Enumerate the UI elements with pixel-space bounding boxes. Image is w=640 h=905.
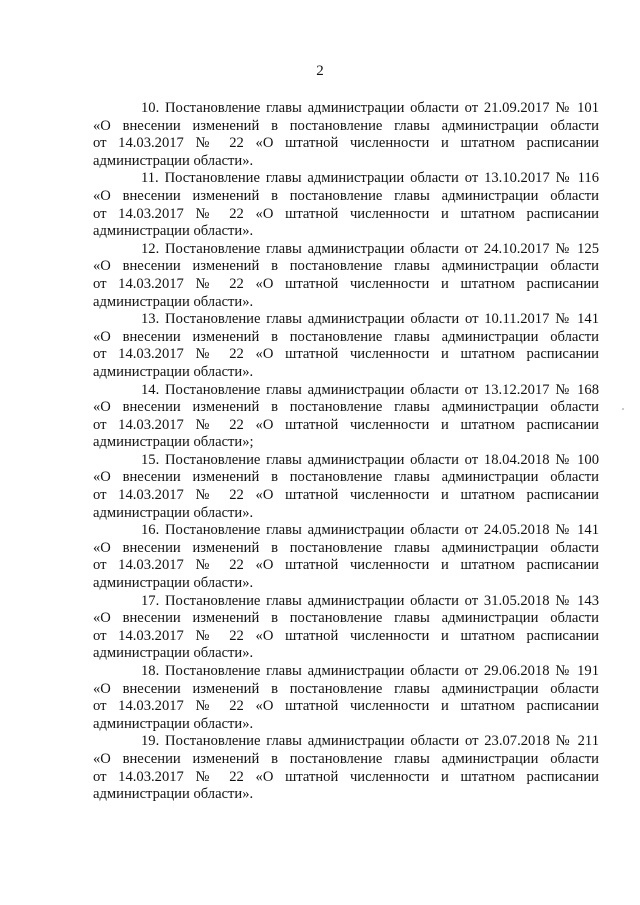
document-body [93,100,599,804]
item-line: администрации области». [93,715,254,732]
item-line: от 14.03.2017 № 22 «О штатной численности и штатном расписании [93,487,599,504]
item-line: 19. Постановление главы администрации области от 23.07.2018 № 211 [141,733,599,750]
item-line: от 14.03.2017 № 22 «О штатной численности и штатном расписании [93,768,599,785]
item-line: администрации области». [93,293,254,310]
item-line: от 14.03.2017 № 22 «О штатной численности и штатном расписании [93,698,599,715]
item-line: от 14.03.2017 № 22 «О штатной численности и штатном расписании [93,416,599,433]
item-line: 12. Постановление главы администрации области от 24.10.2017 № 125 [141,240,599,257]
item-line: администрации области»; [93,434,254,451]
item-line: «О внесении изменений в постановление главы администрации области [93,328,599,345]
item-line: 11. Постановление главы администрации области от 13.10.2017 № 116 [141,170,599,187]
item-line: «О внесении изменений в постановление главы администрации области [93,117,599,134]
item-line: «О внесении изменений в постановление главы администрации области [93,469,599,486]
list-item [93,452,599,522]
list-item [93,170,599,240]
item-line: администрации области». [93,786,254,803]
list-item [93,241,599,311]
item-line: администрации области». [93,575,254,592]
list-item [93,311,599,381]
item-line: от 14.03.2017 № 22 «О штатной численности и штатном расписании [93,557,599,574]
list-item [93,522,599,592]
page-number: 2 [316,63,324,79]
item-line: администрации области». [93,504,254,521]
list-item [93,382,599,452]
item-line: «О внесении изменений в постановление главы администрации области [93,399,599,416]
scan-speck [622,408,624,410]
item-line: «О внесении изменений в постановление главы администрации области [93,187,599,204]
item-line: от 14.03.2017 № 22 «О штатной численности и штатном расписании [93,205,599,222]
item-line: 18. Постановление главы администрации области от 29.06.2018 № 191 [141,663,599,679]
list-item [93,733,599,803]
item-line: администрации области». [93,363,254,380]
item-line: 16. Постановление главы администрации области от 24.05.2018 № 141 [141,522,599,539]
item-line: от 14.03.2017 № 22 «О штатной численности и штатном расписании [93,627,599,644]
item-line: 13. Постановление главы администрации области от 10.11.2017 № 141 [141,311,599,328]
item-line: 10. Постановление главы администрации области от 21.09.2017 № 101 [141,100,599,116]
item-line: от 14.03.2017 № 22 «О штатной численности и штатном расписании [93,346,599,363]
item-line: администрации области». [93,645,254,662]
list-item [93,663,599,733]
item-line: 15. Постановление главы администрации области от 18.04.2018 № 100 [141,451,599,468]
item-line: «О внесении изменений в постановление главы администрации области [93,539,599,556]
item-line: «О внесении изменений в постановление главы администрации области [93,610,599,627]
list-item [93,100,599,170]
item-line: администрации области». [93,152,254,169]
item-line: 17. Постановление главы администрации области от 31.05.2018 № 143 [141,592,599,609]
item-line: «О внесении изменений в постановление главы администрации области [93,680,599,697]
item-line: от 14.03.2017 № 22 «О штатной численности и штатном расписании [93,275,599,292]
item-line: «О внесении изменений в постановление главы администрации области [93,258,599,275]
list-item [93,593,599,663]
item-line: от 14.03.2017 № 22 «О штатной численности и штатном расписании [93,135,599,152]
item-line: 14. Постановление главы администрации области от 13.12.2017 № 168 [141,381,599,398]
item-line: администрации области». [93,223,254,240]
item-line: «О внесении изменений в постановление главы администрации области [93,750,599,767]
